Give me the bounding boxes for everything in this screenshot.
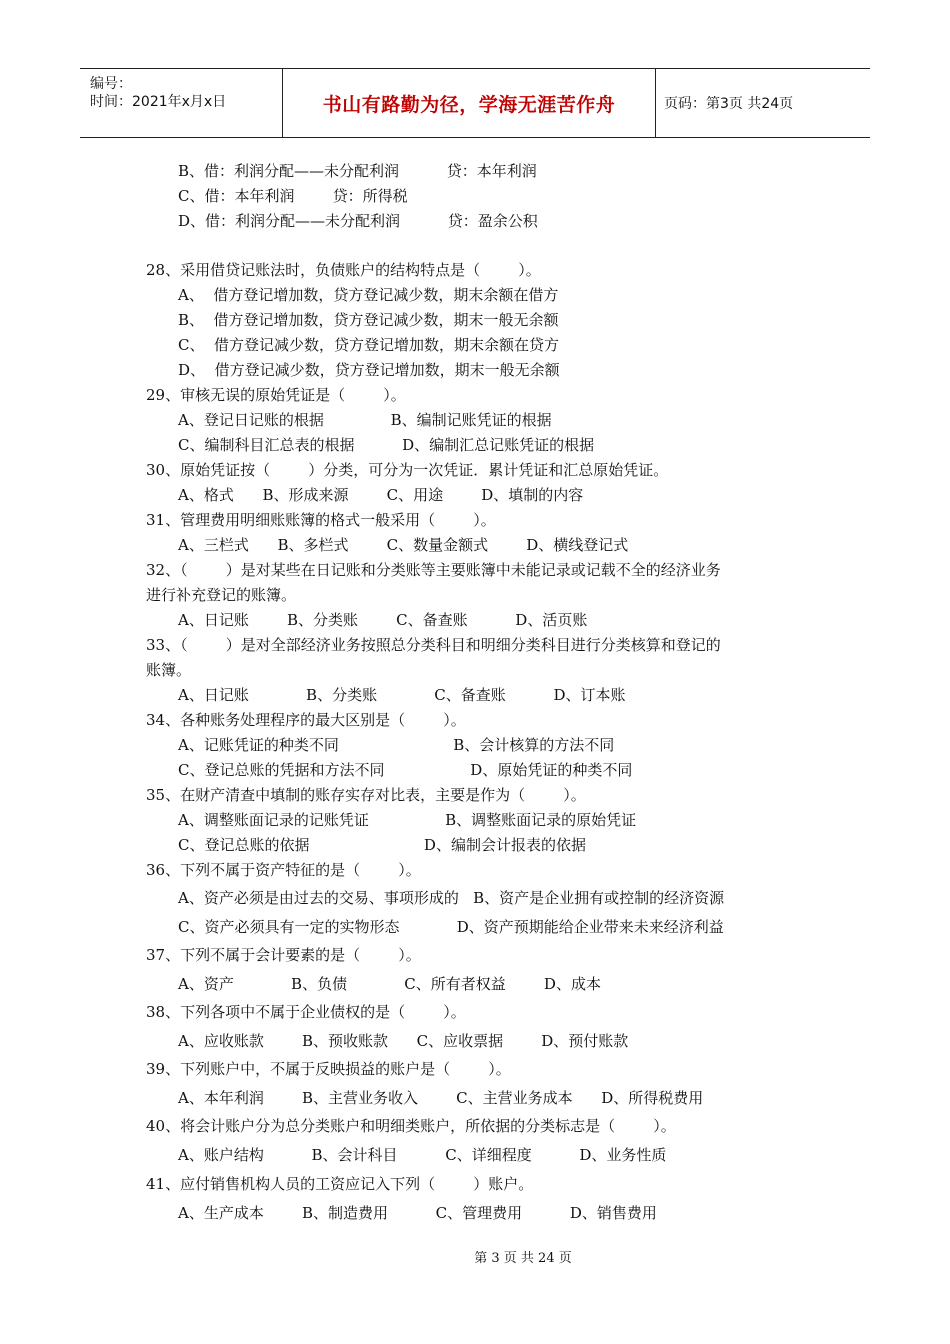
question-line: 账簿。: [146, 661, 192, 679]
header-motto-cell: [283, 69, 656, 137]
page-header: [80, 68, 870, 138]
question-line: 34、各种账务处理程序的最大区别是（ ）。: [146, 711, 466, 729]
option-line: C、借：本年利润 贷：所得税: [178, 187, 408, 205]
option-line: A、登记日记账的根据 B、编制记账凭证的根据: [178, 411, 552, 429]
option-line: D、借：利润分配——未分配利润 贷：盈余公积: [178, 212, 538, 230]
option-line: A、调整账面记录的记账凭证 B、调整账面记录的原始凭证: [178, 811, 637, 829]
question-line: 39、下列账户中，不属于反映损益的账户是（ ）。: [146, 1060, 511, 1078]
question-line: 28、采用借贷记账法时，负债账户的结构特点是（ ）。: [146, 261, 541, 279]
option-line: C、编制科目汇总表的根据 D、编制汇总记账凭证的根据: [178, 436, 595, 454]
header-page-cell: [656, 69, 870, 137]
option-line: A、本年利润 B、主营业务收入 C、主营业务成本 D、所得税费用: [178, 1089, 704, 1107]
question-line: 35、在财产清查中填制的账存实存对比表，主要是作为（ ）。: [146, 786, 586, 804]
option-line: A、三栏式 B、多栏式 C、数量金额式 D、横线登记式: [178, 536, 629, 554]
option-line: C、 借方登记减少数，贷方登记增加数，期末余额在贷方: [178, 336, 560, 354]
number-label: 编号：: [90, 76, 132, 92]
question-line: 41、应付销售机构人员的工资应记入下列（ ）账户。: [146, 1175, 534, 1193]
option-line: A、资产必须是由过去的交易、事项形成的 B、资产是企业拥有或控制的经济资源: [178, 889, 725, 907]
question-line: 29、审核无误的原始凭证是（ ）。: [146, 386, 406, 404]
option-line: A、资产 B、负债 C、所有者权益 D、成本: [178, 975, 601, 993]
question-line: 32、（ ）是对某些在日记账和分类账等主要账簿中未能记录或记载不全的经济业务: [146, 561, 721, 579]
header-info-cell: [80, 69, 283, 137]
date-label: 时间：2021年x月x日: [90, 94, 227, 110]
option-line: A、日记账 B、分类账 C、备查账 D、订本账: [178, 686, 626, 704]
motto-text: 书山有路勤为径，学海无涯苦作舟: [322, 93, 616, 116]
question-line: 31、管理费用明细账账簿的格式一般采用（ ）。: [146, 511, 496, 529]
option-line: A、应收账款 B、预收账款 C、应收票据 D、预付账款: [178, 1032, 629, 1050]
option-line: A、格式 B、形成来源 C、用途 D、填制的内容: [178, 486, 584, 504]
footer-page-number: 第 3 页 共 24 页: [474, 1251, 572, 1266]
option-line: A、生产成本 B、制造费用 C、管理费用 D、销售费用: [178, 1204, 657, 1222]
option-line: C、登记总账的依据 D、编制会计报表的依据: [178, 836, 586, 854]
option-line: C、资产必须具有一定的实物形态 D、资产预期能给企业带来未来经济利益: [178, 918, 724, 936]
page-footer: [0, 1247, 950, 1266]
option-line: A、 借方登记增加数，贷方登记减少数，期末余额在借方: [178, 286, 559, 304]
question-line: 36、下列不属于资产特征的是（ ）。: [146, 861, 421, 879]
question-line: 37、下列不属于会计要素的是（ ）。: [146, 946, 421, 964]
option-line: B、 借方登记增加数，贷方登记减少数，期末一般无余额: [178, 311, 559, 329]
question-line: 33、（ ）是对全部经济业务按照总分类科目和明细分类科目进行分类核算和登记的: [146, 636, 721, 654]
option-line: B、借：利润分配——未分配利润 贷：本年利润: [178, 162, 537, 180]
option-line: A、记账凭证的种类不同 B、会计核算的方法不同: [178, 736, 615, 754]
question-line: 30、原始凭证按（ ）分类，可分为一次凭证．累计凭证和汇总原始凭证。: [146, 461, 669, 479]
page-info: 页码：第3页 共24页: [664, 96, 794, 112]
option-line: A、账户结构 B、会计科目 C、详细程度 D、业务性质: [178, 1146, 667, 1164]
question-line: 进行补充登记的账簿。: [146, 586, 297, 604]
option-line: D、 借方登记减少数，贷方登记增加数，期末一般无余额: [178, 361, 560, 379]
question-line: 38、下列各项中不属于企业债权的是（ ）。: [146, 1003, 466, 1021]
question-line: 40、将会计账户分为总分类账户和明细类账户，所依据的分类标志是（ ）。: [146, 1117, 676, 1135]
option-line: C、登记总账的凭据和方法不同 D、原始凭证的种类不同: [178, 761, 633, 779]
option-line: A、日记账 B、分类账 C、备查账 D、活页账: [178, 611, 588, 629]
